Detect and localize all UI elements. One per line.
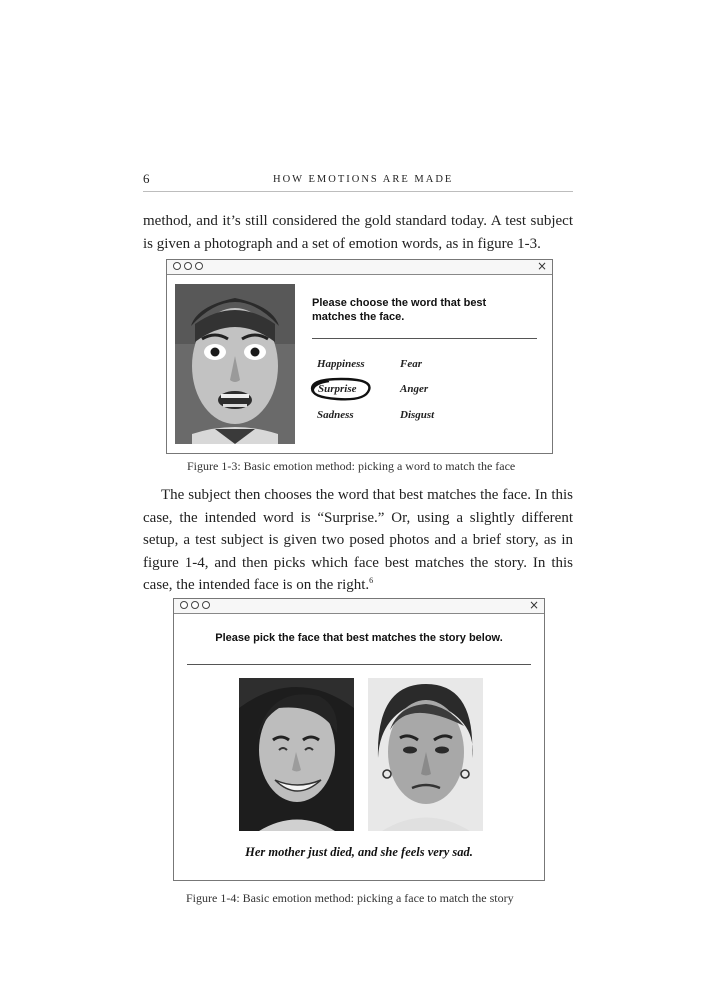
header-divider xyxy=(143,191,573,192)
smiling-woman-photo[interactable] xyxy=(239,678,354,831)
window-dot-icon xyxy=(195,262,203,270)
prompt-divider xyxy=(312,338,537,339)
sad-woman-photo[interactable] xyxy=(368,678,483,831)
body-paragraph-2: The subject then chooses the word that best matches the face. In this case, the intended word is “Surprise.” Or, using a slightly different setup, a test subject is given two posed photos and a brief story, as in figure 1-4, and then picks which face best matches the story. In this case, the intended face is on the right.$^6$ xyxy=(143,487,573,593)
word-option-sadness[interactable]: Sadness xyxy=(317,409,354,421)
figure-1-4-window xyxy=(173,598,545,881)
page-number: 6 xyxy=(143,171,150,186)
prompt-divider xyxy=(187,664,531,665)
window-titlebar xyxy=(174,599,544,614)
word-option-disgust[interactable]: Disgust xyxy=(400,409,435,421)
window-titlebar xyxy=(167,260,552,275)
close-icon[interactable]: × xyxy=(528,598,539,612)
window-dot-icon xyxy=(202,601,210,609)
figure-1-3-window xyxy=(166,259,553,454)
word-option-fear[interactable]: Fear xyxy=(400,358,422,370)
running-head: HOW EMOTIONS ARE MADE xyxy=(273,174,454,185)
window-dot-icon xyxy=(184,262,192,270)
surprised-man-photo xyxy=(175,284,295,444)
window-dot-icon xyxy=(173,262,181,270)
figure-1-4-caption: Figure 1-4: Basic emotion method: picking a face to match the story xyxy=(186,891,514,905)
window-dot-icon xyxy=(191,601,199,609)
figure-1-4-prompt: Please pick the face that best matches the story below. xyxy=(215,632,503,644)
figure-1-4-story: Her mother just died, and she feels very sad. xyxy=(245,845,473,859)
figure-1-3-caption: Figure 1-3: Basic emotion method: picking a word to match the face xyxy=(187,459,516,473)
footnote-marker[interactable]: 6 xyxy=(369,576,374,585)
body-paragraph-1: method, and it’s still considered the gold standard today. A test subject is given a photograph and a set of emotion words, as in figure 1-3. xyxy=(143,213,573,252)
close-icon[interactable]: × xyxy=(536,259,547,273)
figure-1-3-prompt: Please choose the word that best matches the face. xyxy=(312,297,487,323)
window-dot-icon xyxy=(180,601,188,609)
word-option-anger[interactable]: Anger xyxy=(400,383,429,395)
selection-circle-icon xyxy=(305,375,377,403)
word-option-surprise[interactable]: Surprise xyxy=(318,383,357,395)
word-option-happiness[interactable]: Happiness xyxy=(317,358,365,370)
